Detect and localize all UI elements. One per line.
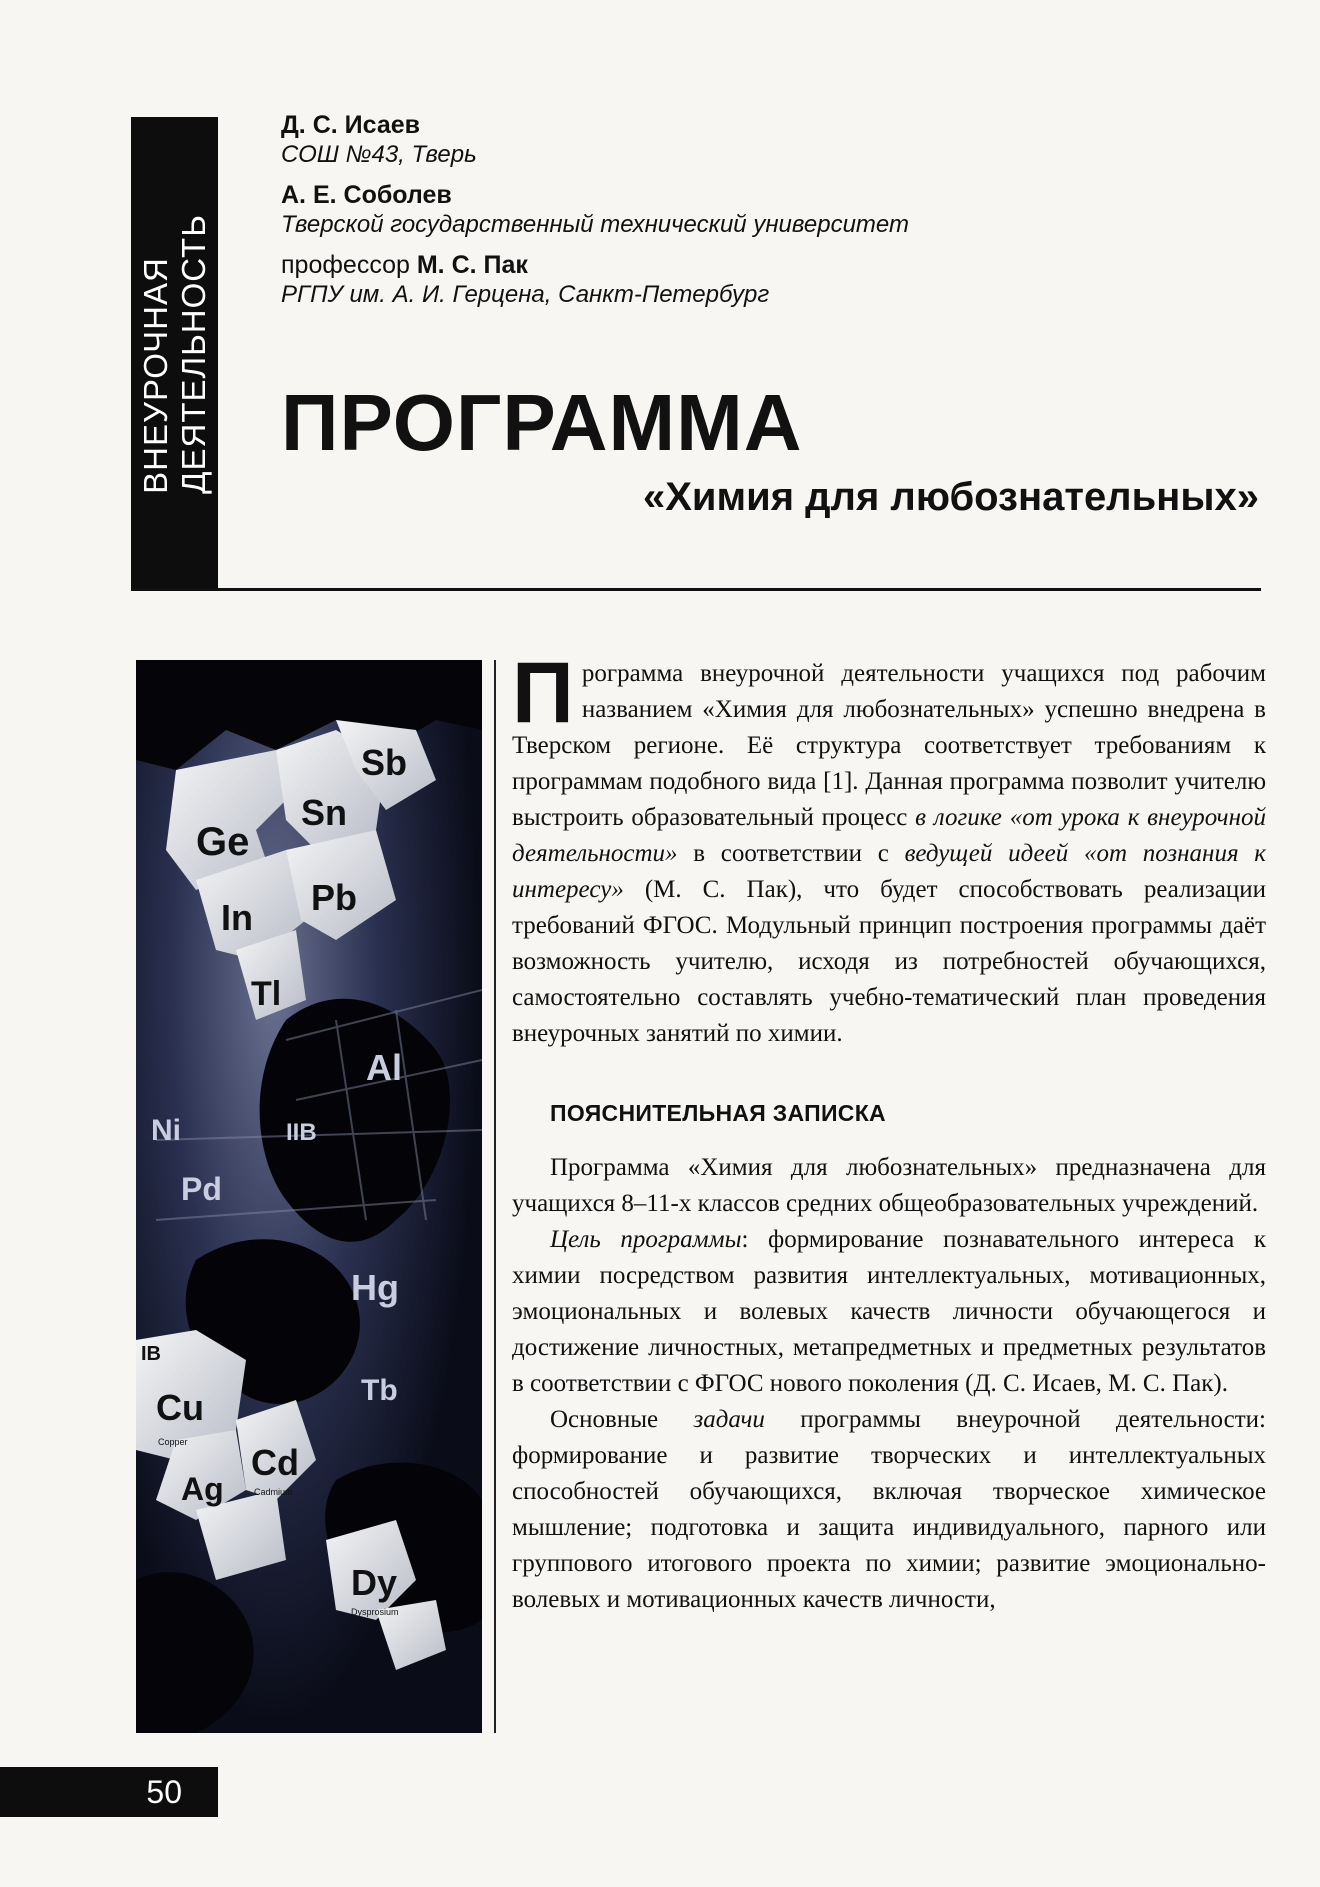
author-affiliation: СОШ №43, Тверь: [281, 141, 477, 168]
page-number-box: [0, 1767, 218, 1817]
author-entry: [281, 110, 909, 170]
element-in: In: [221, 897, 253, 938]
element-cu: Cu: [156, 1387, 204, 1428]
author-name: профессор М. С. Пак: [281, 251, 528, 279]
element-ag: Ag: [181, 1471, 224, 1507]
element-cd-name: Cadmium: [254, 1487, 293, 1497]
author-affiliation: РГПУ им. А. И. Герцена, Санкт-Петербург: [281, 281, 770, 308]
article-subtitle: «Химия для любознательных»: [643, 475, 1259, 519]
side-tab-line-1: ВНЕУРОЧНАЯ: [136, 256, 174, 494]
element-cu-name: Copper: [158, 1437, 188, 1447]
side-tab-line-2: ДЕЯТЕЛЬНОСТЬ: [174, 213, 212, 494]
author-title-prefix: профессор: [281, 251, 417, 279]
body-paragraph: Основные задачи программы внеурочной деятельности: формирование и развитие творческих и интеллектуальных способностей обучающихся, включая творческое химическое мышление; подготовка и защита индивидуального, парного или группового итогового проекта по химии; развитие эмоционально-волевых и мотивационных качеств личности,: [512, 1406, 1266, 1613]
element-ib: IB: [141, 1343, 161, 1365]
section-side-tab: [131, 117, 218, 590]
column-divider: [494, 660, 496, 1733]
author-affiliation: Тверской государственный технический университет: [281, 211, 909, 238]
author-name: А. Е. Соболев: [281, 181, 452, 209]
periodic-table-puzzle-image: [136, 660, 482, 1733]
section-side-label: [137, 214, 213, 494]
element-tl: Tl: [251, 975, 282, 1013]
element-sb: Sb: [361, 742, 408, 783]
intro-paragraph: Программа внеурочной деятельности учащихся под рабочим названием «Химия для любознательных» успешно внедрена в Тверском регионе. Её структура соответствует требованиям к программам подобного вида [1]. Данная программа позволит учителю выстроить образовательный процесс в логике «от урока к внеурочной деятельности» в соответствии с ведущей идеей «от познания к интересу» (М. С. Пак), что будет способствовать реализации требований ФГОС. Модульный принцип построения программы даёт возможность учителю, исходя из потребностей обучающихся, самостоятельно составлять учебно-тематический план проведения внеурочных занятий по химии.: [512, 645, 1266, 1047]
element-dy: Dy: [351, 1562, 398, 1603]
element-iib: IIB: [286, 1119, 317, 1146]
element-pb: Pb: [311, 877, 358, 918]
element-tb: Tb: [361, 1374, 398, 1407]
drop-cap: П: [512, 645, 574, 741]
page-number: 50: [146, 1774, 182, 1810]
element-pd: Pd: [181, 1171, 222, 1207]
element-cd: Cd: [251, 1442, 299, 1483]
author-name: Д. С. Исаев: [281, 111, 421, 139]
element-ge: Ge: [196, 820, 250, 864]
element-dy-name: Dysprosium: [351, 1607, 399, 1617]
element-sn: Sn: [301, 792, 348, 833]
author-list: [281, 110, 909, 320]
section-heading: ПОЯСНИТЕЛЬНАЯ ЗАПИСКА: [550, 1100, 886, 1126]
element-ni: Ni: [151, 1114, 181, 1147]
body-paragraph: Цель программы: формирование познавательного интереса к химии посредством развития интеллектуальных, мотивационных, эмоциональных и волевых качеств личности обучающегося и достижение личностных, метапредметных и предметных результатов в соответствии с ФГОС нового поколения (Д. С. Исаев, М. С. Пак).: [512, 1226, 1266, 1397]
element-al: Al: [366, 1047, 402, 1088]
puzzle-illustration: [136, 660, 482, 1733]
article-title: ПРОГРАММА: [281, 378, 803, 467]
author-entry: [281, 250, 909, 310]
body-paragraph: Программа «Химия для любознательных» предназначена для учащихся 8–11-х классов средних общеобразовательных учреждений.: [512, 1154, 1266, 1217]
author-entry: [281, 180, 909, 240]
header-divider: [131, 588, 1261, 591]
article-body: [512, 645, 1266, 1618]
element-hg: Hg: [351, 1267, 399, 1308]
